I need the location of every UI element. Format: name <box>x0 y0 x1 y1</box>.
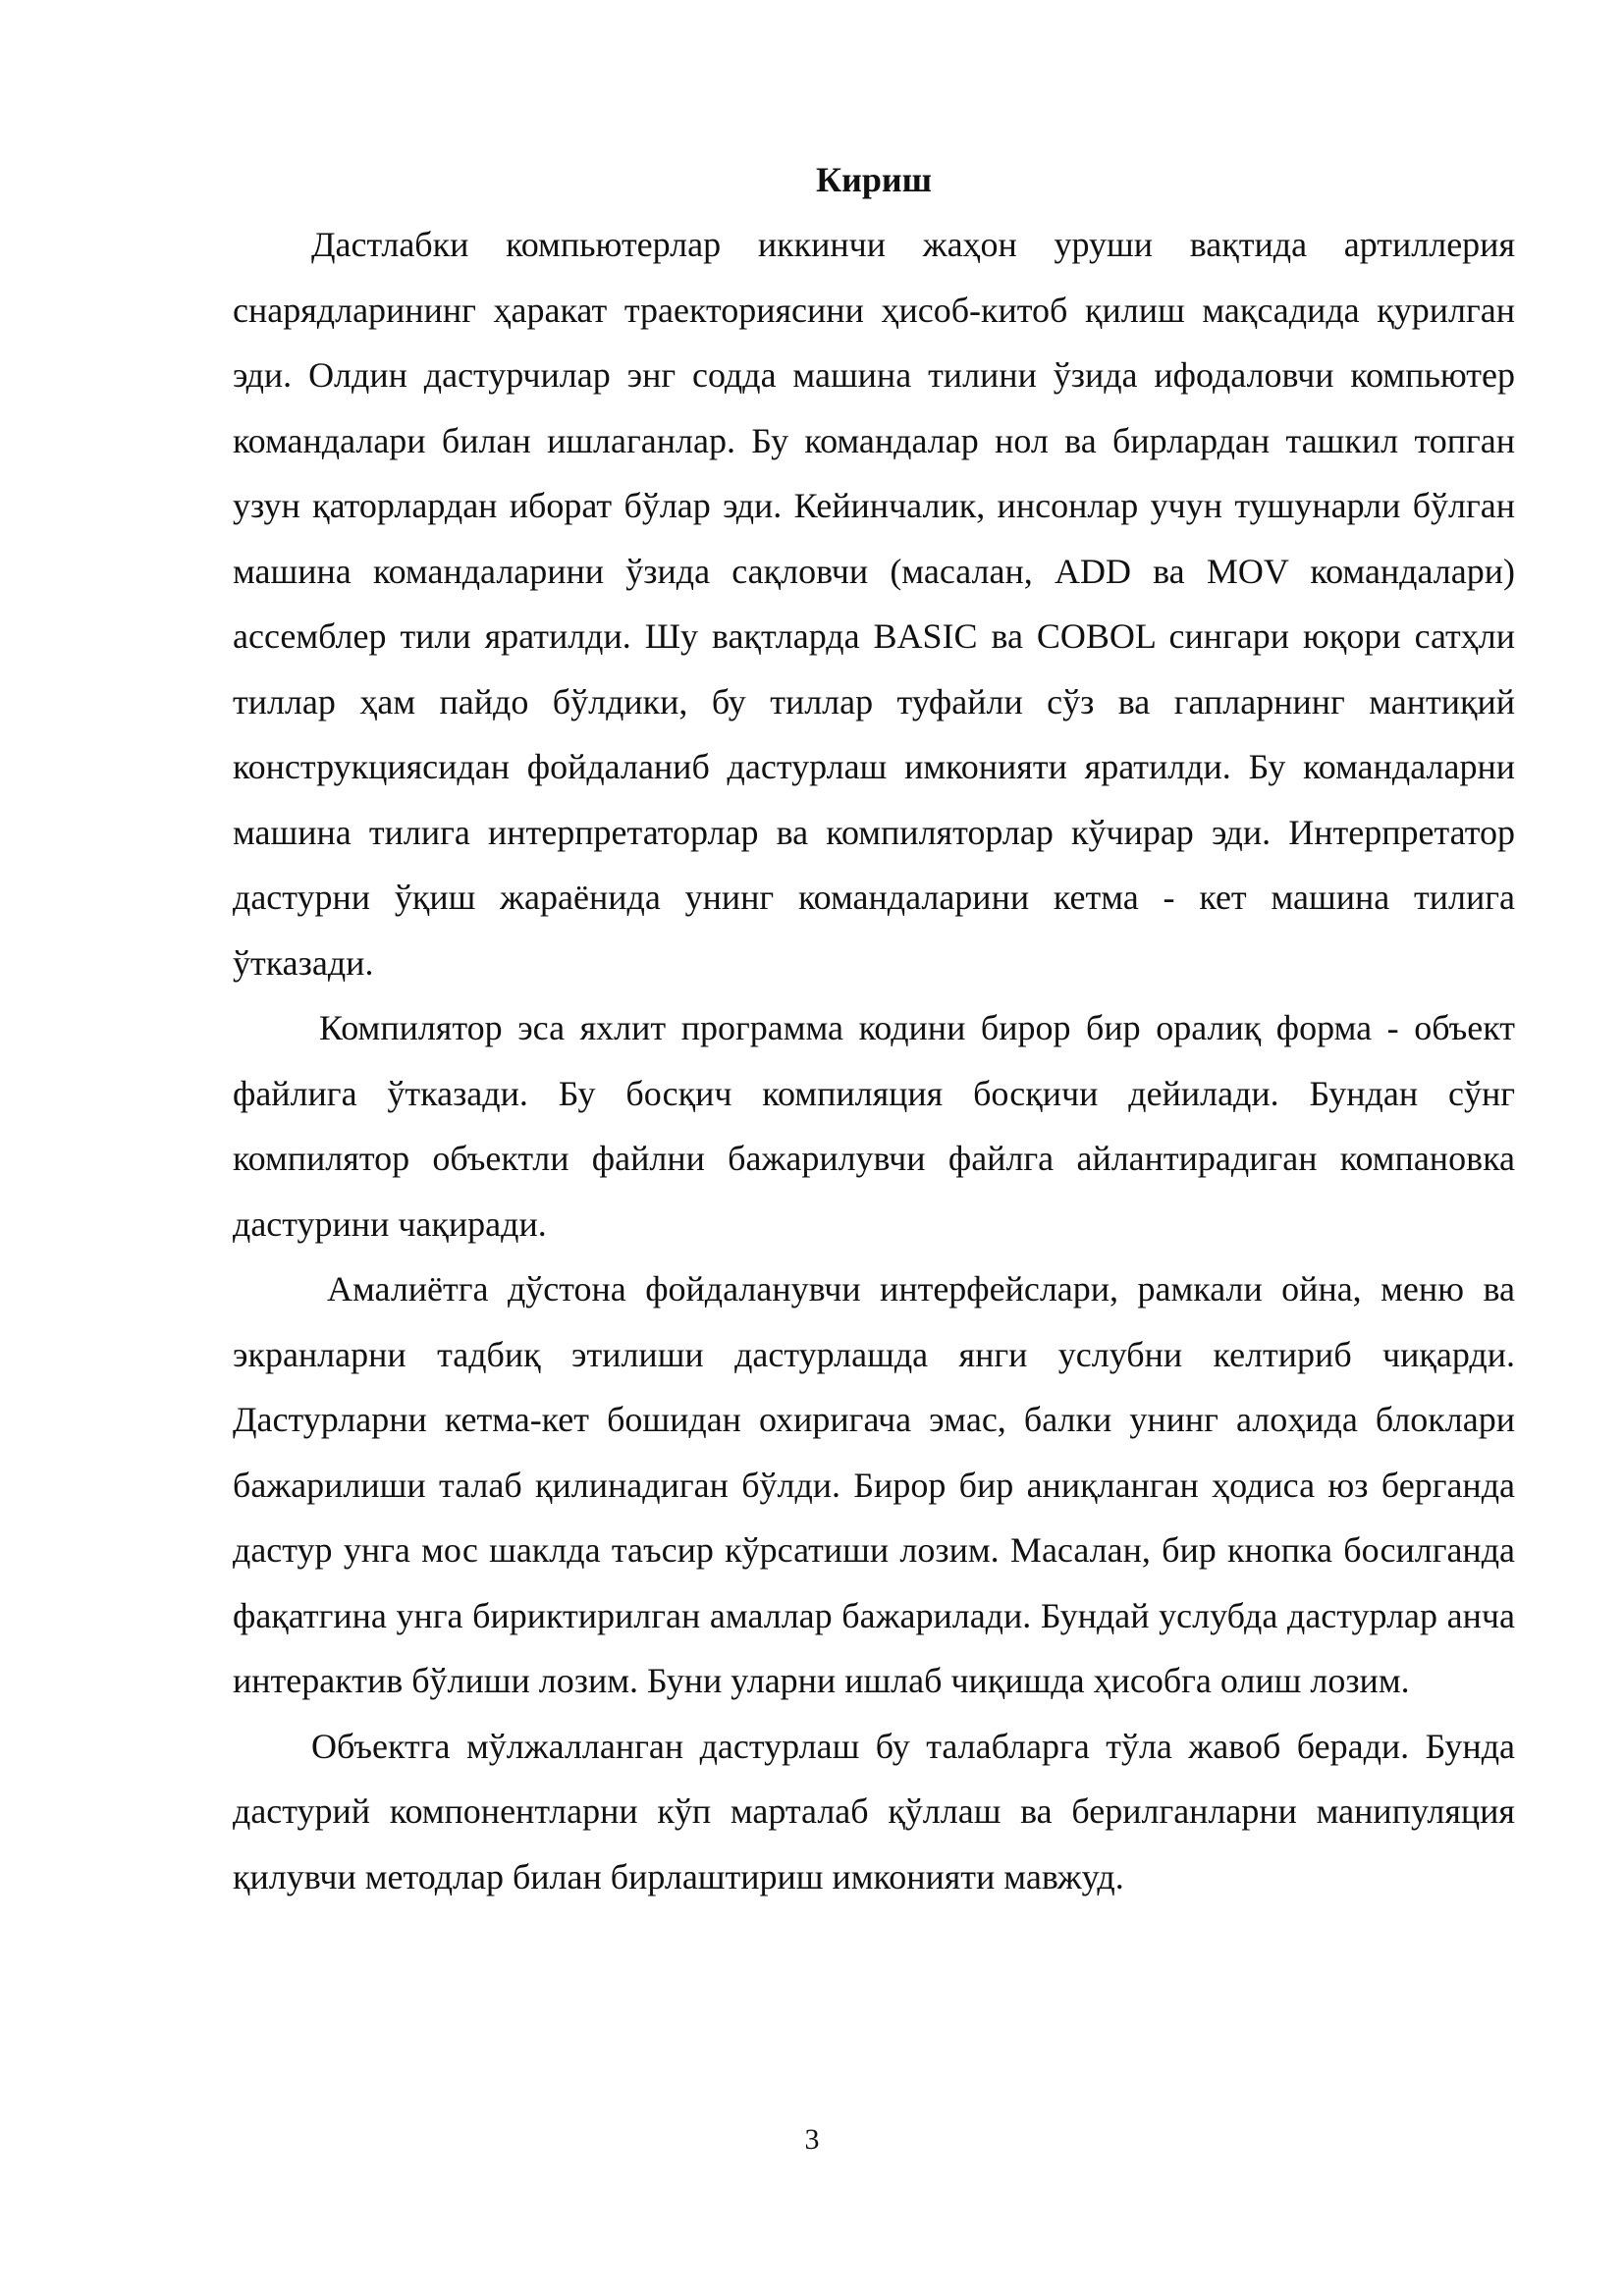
section-title: Кириш <box>815 160 932 199</box>
page-number: 3 <box>804 2123 820 2156</box>
paragraph-2: Компилятор эса яхлит программа кодини бирор бир оралиқ форма - объект файлига ўтказади. Бу босқич компиляция босқичи дейилади. Бундан сўнг компилятор объектли файлни бажарилувчи файлга айлантирадиган компановка дастурини чақиради. <box>233 1008 1515 1244</box>
paragraph-4: Объектга мўлжалланган дастурлаш бу талабларга тўла жавоб беради. Бунда дастурий компонентларни кўп марталаб қўллаш ва берилганларни манипуляция қилувчи методлар билан бирлаштириш имконияти мавжуд. <box>233 1726 1515 1896</box>
page-content <box>233 147 1515 1909</box>
paragraph-1: Дастлабки компьютерлар иккинчи жаҳон уруши вақтида артиллерия снарядларининг ҳаракат траекториясини ҳисоб-китоб қилиш мақсадида қурилган эди. Олдин дастурчилар энг содда машина тилини ўзида ифодаловчи компьютер командалари билан ишлаганлар. Бу командалар нол ва бирлардан ташкил топган узун қаторлардан иборат бўлар эди. Кейинчалик, инсонлар учун тушунарли бўлган машина командаларини ўзида сақловчи (масалан, ADD ва MOV командалари) ассемблер тили яратилди. Шу вақтларда BASIC ва COBOL сингари юқори сатҳли тиллар ҳам пайдо бўлдики, бу тиллар туфайли сўз ва гапларнинг мантиқий конструкциясидан фойдаланиб дастурлаш имконияти яратилди. Бу командаларни машина тилига интерпретаторлар ва компиляторлар кўчирар эди. Интерпретатор дастурни ўқиш жараёнида унинг командаларини кетма - кет машина тилига ўтказади. <box>233 225 1515 983</box>
paragraph-3: Амалиётга дўстона фойдаланувчи интерфейслари, рамкали ойна, меню ва экранларни тадбиқ этилиши дастурлашда янги услубни келтириб чиқарди. Дастурларни кетма-кет бошидан охиригача эмас, балки унинг алоҳида блоклари бажарилиши талаб қилинадиган бўлди. Бирор бир аниқланган ҳодиса юз берганда дастур унга мос шаклда таъсир кўрсатиши лозим. Масалан, бир кнопка босилганда фақатгина унга бириктирилган амаллар бажарилади. Бундай услубда дастурлар анча интерактив бўлиши лозим. Буни уларни ишлаб чиқишда ҳисобга олиш лозим. <box>233 1269 1515 1700</box>
